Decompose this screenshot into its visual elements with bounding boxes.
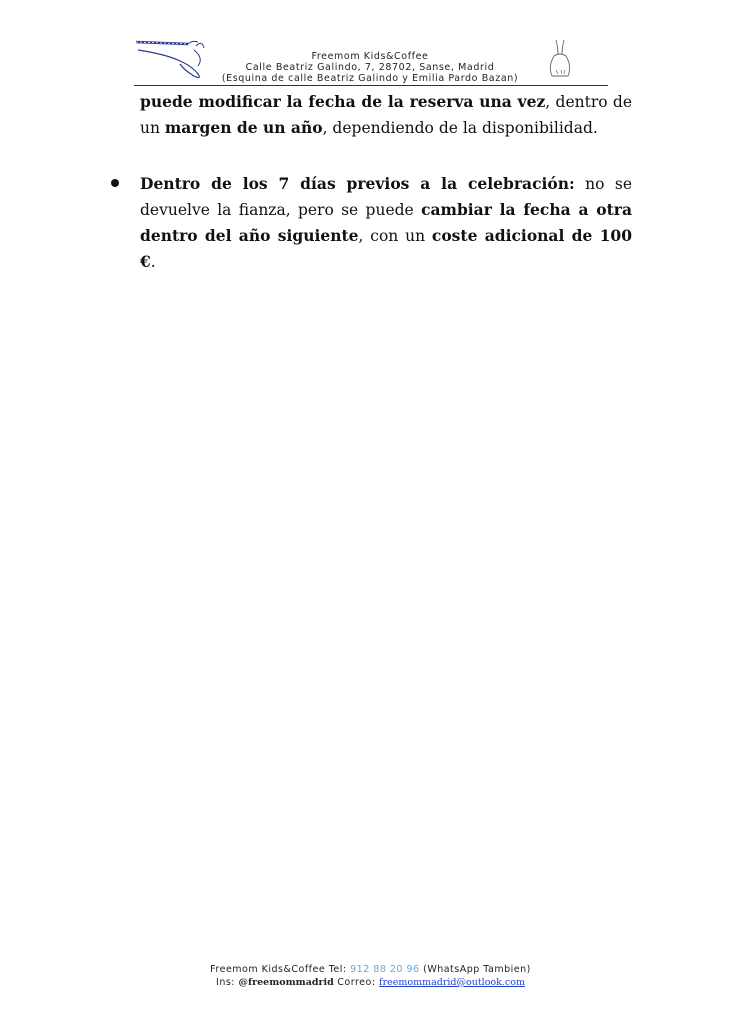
header-divider <box>134 85 608 86</box>
footer-mail-label: Correo: <box>333 977 380 988</box>
paragraph-emphasis: puede modificar la fecha de la reserva una vez <box>140 92 546 111</box>
footer-contact-line <box>0 963 741 976</box>
footer-phone: 912 88 20 96 <box>350 964 420 975</box>
paragraph-emphasis: margen de un año <box>164 118 323 137</box>
header-street-address: Calle Beatriz Galindo, 7, 28702, Sanse, Madrid <box>245 62 495 73</box>
footer-email-link[interactable]: freemommadrid@outlook.com <box>379 977 525 988</box>
paragraph-text: , dentro de un <box>140 93 632 137</box>
paragraph-seven-days <box>140 171 632 275</box>
footer-instagram-handle: @freemommadrid <box>238 977 334 988</box>
bullet-icon <box>111 179 119 187</box>
header-corner-note: (Esquina de calle Beatriz Galindo y Emilia Pardo Bazan) <box>221 73 519 84</box>
header-address <box>200 51 540 84</box>
paragraph-emphasis: Dentro de los 7 días previos a la celebración: <box>140 174 575 193</box>
guitar-logo-icon <box>134 36 210 80</box>
header-business-name: Freemom Kids&Coffee <box>311 51 429 62</box>
paragraph-text: , con un <box>358 227 432 245</box>
footer-brand: Freemom Kids&Coffee Tel: <box>210 964 351 975</box>
paragraph-emphasis: cambiar la fecha a otra dentro del año siguiente <box>140 200 633 245</box>
paragraph-text: , dependiendo de la disponibilidad. <box>322 119 598 137</box>
paragraph-emphasis: coste adicional de 100 € <box>140 226 633 271</box>
paragraph-text: . <box>150 253 156 271</box>
rabbit-logo-icon <box>546 36 576 80</box>
footer-ins-label: Ins: <box>216 977 239 988</box>
footer-social-line <box>0 976 741 989</box>
paragraph-text: no se devuelve la fianza, pero se puede <box>140 175 633 219</box>
paragraph-date-change <box>140 89 632 141</box>
page-header <box>0 0 741 90</box>
page-footer <box>0 963 741 989</box>
footer-whatsapp-note: (WhatsApp Tambien) <box>419 964 531 975</box>
